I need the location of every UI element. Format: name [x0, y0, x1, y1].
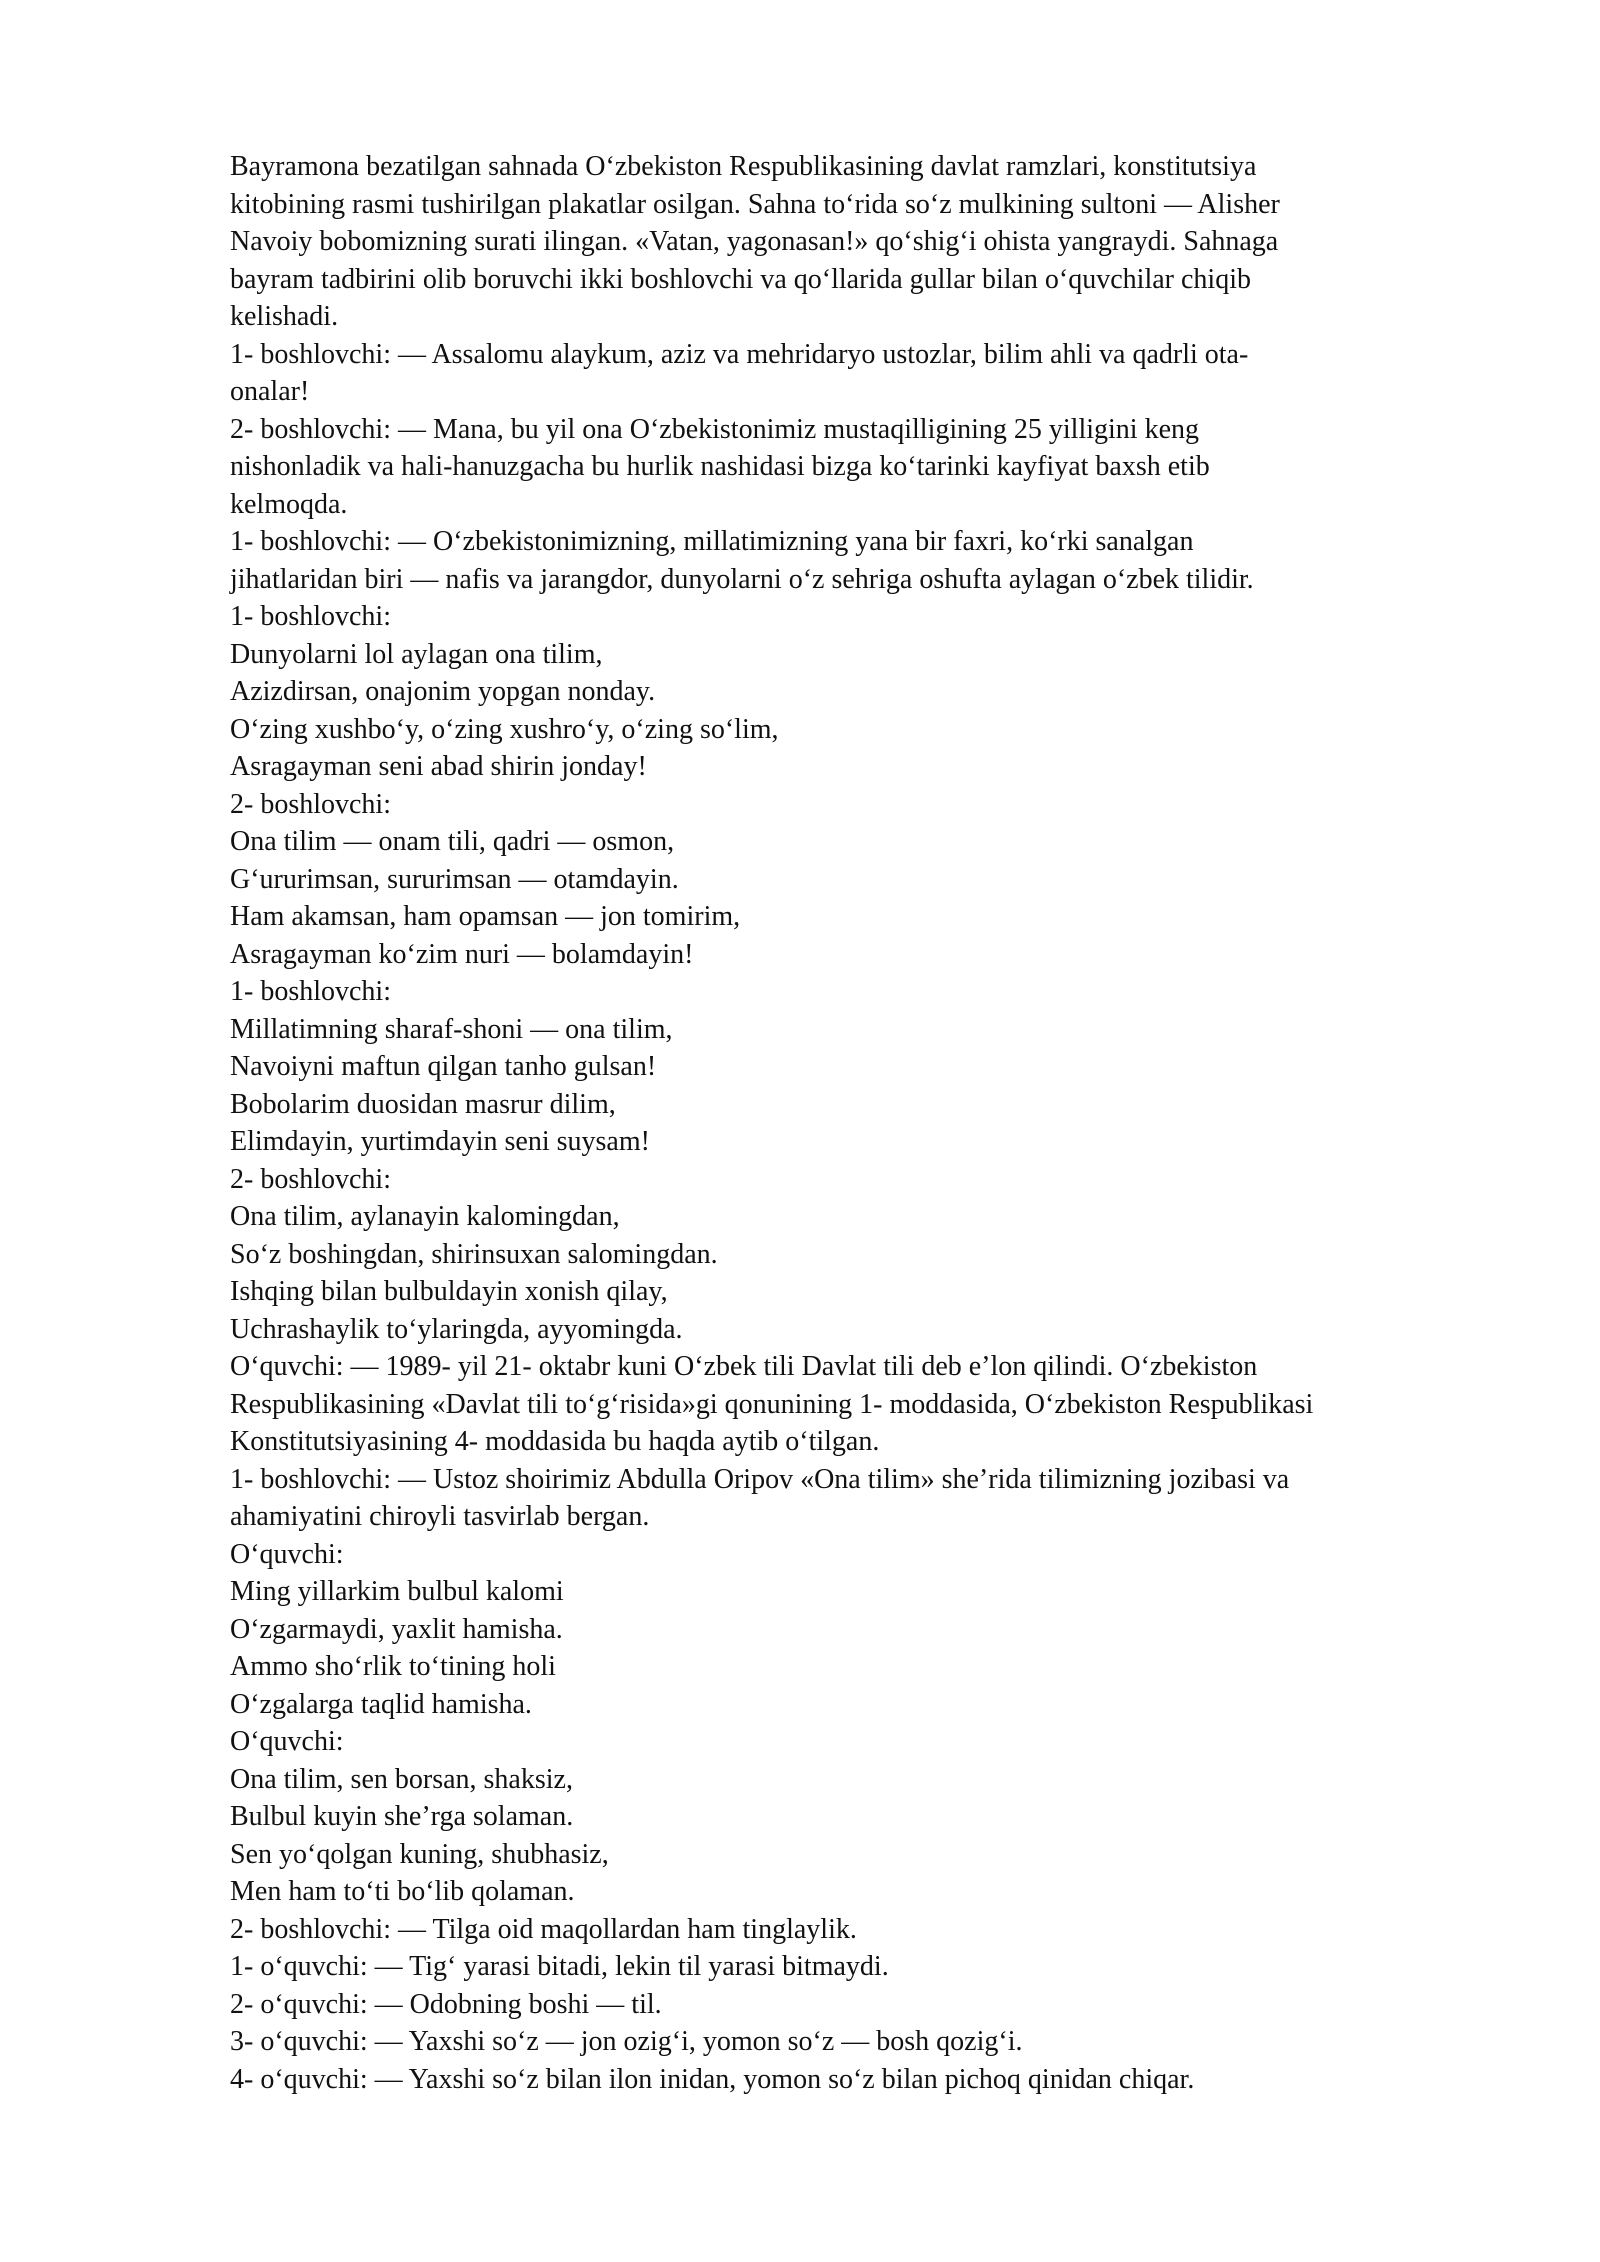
text-line: Bulbul kuyin she’rga solaman.	[230, 1801, 574, 1832]
text-line: bayram tadbirini olib boruvchi ikki boshlovchi va qo‘llarida gullar bilan o‘quvchilar chiqib	[230, 263, 1251, 295]
text-line: O‘quvchi: — 1989- yil 21- oktabr kuni O‘zbek tili Davlat tili deb e’lon qilindi. O‘zbekiston	[230, 1351, 1258, 1382]
text-line: Millatimning sharaf-shoni — ona tilim,	[230, 1013, 673, 1045]
text-line: 2- boshlovchi:	[230, 1163, 391, 1195]
text-line: Ammo sho‘rlik to‘tining holi	[230, 1651, 556, 1682]
text-line: O‘quvchi:	[230, 1726, 344, 1757]
text-line: Ming yillarkim bulbul kalomi	[230, 1576, 564, 1607]
text-line: Konstitutsiyasining 4- moddasida bu haqda aytib o‘tilgan.	[230, 1426, 880, 1457]
text-line: So‘z boshingdan, shirinsuxan salomingdan.	[230, 1238, 718, 1270]
text-line: Asragayman ko‘zim nuri — bolamdayin!	[230, 938, 694, 970]
text-line: Bayramona bezatilgan sahnada O‘zbekiston Respublikasining davlat ramzlari, konstitutsiya	[230, 151, 1257, 182]
text-line: nishonladik va hali-hanuzgacha bu hurlik nashidasi bizga ko‘tarinki kayfiyat baxsh etib	[230, 451, 1210, 482]
text-line: O‘quvchi:	[230, 1538, 344, 1570]
text-line: 2- boshlovchi: — Mana, bu yil ona O‘zbekistonimiz mustaqilligining 25 yilligini keng	[230, 413, 1200, 445]
text-line: Ona tilim, aylanayin kalomingdan,	[230, 1201, 620, 1232]
text-line: jihatlaridan biri — nafis va jarangdor, dunyolarni o‘z sehriga oshufta aylagan o‘zbek tilidir.	[230, 563, 1254, 595]
document-body	[230, 148, 1520, 2098]
text-line: 1- boshlovchi:	[230, 976, 391, 1007]
text-line: O‘zgalarga taqlid hamisha.	[230, 1688, 532, 1720]
text-line: Ham akamsan, ham opamsan — jon tomirim,	[230, 901, 741, 932]
text-line: 2- o‘quvchi: — Odobning boshi — til.	[230, 1988, 662, 2020]
text-line: G‘ururimsan, sururimsan — otamdayin.	[230, 863, 679, 895]
text-line: onalar!	[230, 376, 310, 407]
text-line: Azizdirsan, onajonim yopgan nonday.	[230, 676, 656, 707]
text-line: Respublikasining «Davlat tili to‘g‘risida»gi qonunining 1- moddasida, O‘zbekiston Respublikasi	[230, 1388, 1314, 1420]
text-line: 3- o‘quvchi: — Yaxshi so‘z — jon ozig‘i, yomon so‘z — bosh qozig‘i.	[230, 2026, 1023, 2057]
text-line: Asragayman seni abad shirin jonday!	[230, 751, 647, 782]
text-line: Dunyolarni lol aylagan ona tilim,	[230, 638, 603, 670]
text-line: Ishqing bilan bulbuldayin xonish qilay,	[230, 1276, 668, 1307]
text-line: 4- o‘quvchi: — Yaxshi so‘z bilan ilon inidan, yomon so‘z bilan pichoq qinidan chiqar.	[230, 2063, 1195, 2095]
text-line: 2- boshlovchi: — Tilga oid maqollardan ham tinglaylik.	[230, 1913, 857, 1945]
text-line: 1- boshlovchi:	[230, 601, 391, 632]
text-line: 1- o‘quvchi: — Tig‘ yarasi bitadi, lekin til yarasi bitmaydi.	[230, 1951, 889, 1982]
text-line: 2- boshlovchi:	[230, 788, 391, 820]
text-line: kelmoqda.	[230, 488, 348, 520]
text-line: Ona tilim — onam tili, qadri — osmon,	[230, 826, 675, 857]
text-line: Men ham to‘ti bo‘lib qolaman.	[230, 1876, 575, 1907]
text-line: 1- boshlovchi: — O‘zbekistonimizning, millatimizning yana bir faxri, ko‘rki sanalgan	[230, 526, 1194, 557]
text-line: O‘zgarmaydi, yaxlit hamisha.	[230, 1613, 563, 1645]
text-line: Elimdayin, yurtimdayin seni suysam!	[230, 1126, 650, 1157]
text-line: 1- boshlovchi: — Ustoz shoirimiz Abdulla Oripov «Ona tilim» she’rida tilimizning jozibasi va	[230, 1463, 1290, 1495]
text-line: Navoiy bobomizning surati ilingan. «Vatan, yagonasan!» qo‘shig‘i ohista yangraydi. Sahnaga	[230, 226, 1279, 257]
text-line: Navoiyni maftun qilgan tanho gulsan!	[230, 1051, 657, 1082]
text-line: kelishadi.	[230, 301, 339, 332]
text-line: ahamiyatini chiroyli tasvirlab bergan.	[230, 1501, 650, 1532]
text-line: O‘zing xushbo‘y, o‘zing xushro‘y, o‘zing so‘lim,	[230, 713, 779, 745]
text-line: Sen yo‘qolgan kuning, shubhasiz,	[230, 1838, 609, 1870]
document-page	[230, 148, 1520, 2098]
text-line: 1- boshlovchi: — Assalomu alaykum, aziz va mehridaryo ustozlar, bilim ahli va qadrli ota-	[230, 338, 1249, 370]
text-line: kitobining rasmi tushirilgan plakatlar osilgan. Sahna to‘rida so‘z mulkining sultoni — Alisher	[230, 188, 1280, 220]
text-line: Bobolarim duosidan masrur dilim,	[230, 1088, 616, 1120]
text-line: Uchrashaylik to‘ylaringda, ayyomingda.	[230, 1313, 683, 1345]
text-line: Ona tilim, sen borsan, shaksiz,	[230, 1763, 573, 1795]
